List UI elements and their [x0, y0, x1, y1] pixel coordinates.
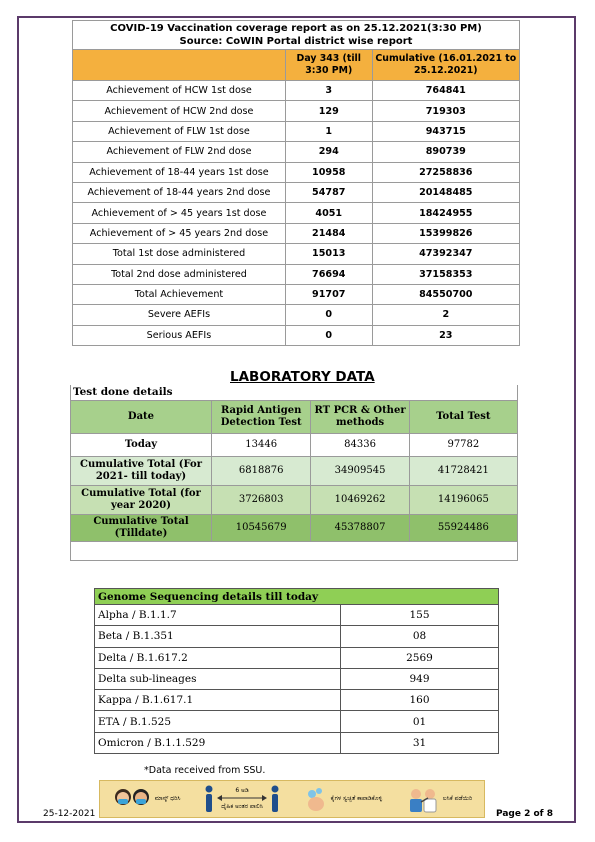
vaccination-row-label: Total Achievement: [73, 284, 286, 304]
banner-mask-segment: [112, 784, 181, 814]
lab-rtpcr-value: 45378807: [311, 515, 409, 542]
vaccination-cumulative-value: 27258836: [372, 162, 519, 182]
genome-variant-count: 949: [341, 668, 499, 689]
handwash-icon: [304, 784, 328, 814]
vaccination-cumulative-value: 23: [372, 325, 519, 345]
header-blank-cell: [73, 50, 286, 81]
vaccination-day-value: 1: [285, 121, 372, 141]
lab-heading: LABORATORY DATA: [230, 369, 375, 385]
vaccination-row-label: Severe AEFIs: [73, 305, 286, 325]
vaccination-source-line: Source: CoWIN Portal district wise report: [179, 36, 413, 47]
vaccination-day-value: 21484: [285, 223, 372, 243]
vaccination-row: [73, 182, 520, 202]
lab-header-rtpcr: RT PCR & Other methods: [311, 401, 409, 434]
vaccination-day-value: 0: [285, 305, 372, 325]
vaccination-row-label: Achievement of HCW 2nd dose: [73, 101, 286, 121]
lab-total-value: 41728421: [409, 457, 517, 486]
vaccination-cumulative-value: 2: [372, 305, 519, 325]
lab-row-cumulative-tilldate: [71, 515, 518, 542]
vaccination-row: [73, 305, 520, 325]
person-icon: [270, 784, 280, 814]
vaccination-row: [73, 244, 520, 264]
genome-variant-label: Kappa / B.1.617.1: [95, 690, 341, 711]
vaccination-cumulative-value: 764841: [372, 81, 519, 101]
lab-header-rat: Rapid Antigen Detection Test: [211, 401, 310, 434]
vaccination-title-row: [73, 21, 520, 50]
lab-rat-value: 6818876: [211, 457, 310, 486]
footer-date: 25-12-2021: [43, 809, 96, 819]
vaccination-cumulative-value: 20148485: [372, 182, 519, 202]
genome-variant-count: 08: [341, 626, 499, 647]
vaccination-row-label: Serious AEFIs: [73, 325, 286, 345]
covid-awareness-banner: [99, 780, 485, 818]
vaccination-row: [73, 203, 520, 223]
genome-variant-count: 155: [341, 605, 499, 626]
genome-row: [95, 605, 499, 626]
banner-mask-text: ಮಾಸ್ಕ್ ಧರಿಸಿ: [154, 795, 181, 802]
vaccination-row-label: Achievement of HCW 1st dose: [73, 81, 286, 101]
genome-variant-count: 160: [341, 690, 499, 711]
vaccination-table: [72, 20, 520, 346]
vaccination-day-value: 3: [285, 81, 372, 101]
vaccination-cumulative-value: 15399826: [372, 223, 519, 243]
lab-header-row: [71, 401, 518, 434]
lab-row-cumulative-2020: [71, 486, 518, 515]
lab-row-today: [71, 434, 518, 457]
banner-distance-segment: [204, 784, 280, 814]
lab-table: [70, 400, 518, 542]
genome-row: [95, 668, 499, 689]
header-day: Day 343 (till 3:30 PM): [285, 50, 372, 81]
genome-row: [95, 647, 499, 668]
vaccination-title-line1: COVID-19 Vaccination coverage report as on 25.12.2021(3:30 PM): [110, 23, 482, 34]
lab-row-label: Cumulative Total (For 2021- till today): [71, 457, 212, 486]
genome-variant-count: 01: [341, 711, 499, 732]
banner-vaccine-segment: [406, 784, 472, 814]
lab-row-cumulative-2021: [71, 457, 518, 486]
vaccination-row: [73, 325, 520, 345]
vaccination-row-label: Total 2nd dose administered: [73, 264, 286, 284]
genome-variant-label: Delta sub-lineages: [95, 668, 341, 689]
banner-handwash-segment: [304, 784, 383, 814]
lab-total-value: 97782: [409, 434, 517, 457]
header-cumulative: Cumulative (16.01.2021 to 25.12.2021): [372, 50, 519, 81]
genome-variant-label: ETA / B.1.525: [95, 711, 341, 732]
vaccination-cumulative-value: 719303: [372, 101, 519, 121]
vaccination-header-row: [73, 50, 520, 81]
banner-distance-text: ದೈಹಿಕ ಅಂತರ ಪಾಲಿಸಿ: [221, 803, 263, 810]
genome-heading: Genome Sequencing details till today: [95, 589, 499, 605]
vaccination-day-value: 15013: [285, 244, 372, 264]
vaccination-row-label: Total 1st dose administered: [73, 244, 286, 264]
genome-row: [95, 711, 499, 732]
lab-row-label: Today: [71, 434, 212, 457]
genome-row: [95, 732, 499, 753]
person-icon: [204, 784, 214, 814]
vaccination-title: [73, 21, 520, 50]
genome-header-row: [95, 589, 499, 605]
vaccination-row: [73, 142, 520, 162]
lab-header-total: Total Test: [409, 401, 517, 434]
genome-variant-label: Beta / B.1.351: [95, 626, 341, 647]
genome-variant-count: 2569: [341, 647, 499, 668]
lab-total-value: 55924486: [409, 515, 517, 542]
banner-distance-label: 6 ಅಡಿ: [235, 787, 249, 794]
lab-row-label: Cumulative Total (for year 2020): [71, 486, 212, 515]
genome-table: [94, 588, 499, 754]
lab-total-value: 14196065: [409, 486, 517, 515]
vaccination-row-label: Achievement of FLW 1st dose: [73, 121, 286, 141]
lab-rat-value: 3726803: [211, 486, 310, 515]
banner-handwash-text: ಕೈಗಳ ಸ್ವಚ್ಛತೆ ಕಾಪಾಡಿಕೊಳ್ಳಿ: [330, 795, 383, 802]
genome-variant-count: 31: [341, 732, 499, 753]
vaccination-row: [73, 81, 520, 101]
mask-people-icon: [112, 784, 152, 814]
double-arrow-icon: [217, 795, 267, 801]
vaccination-cumulative-value: 18424955: [372, 203, 519, 223]
vaccination-day-value: 0: [285, 325, 372, 345]
vaccination-day-value: 129: [285, 101, 372, 121]
vaccination-row-label: Achievement of 18-44 years 2nd dose: [73, 182, 286, 202]
vaccination-day-value: 91707: [285, 284, 372, 304]
lab-row-label: Cumulative Total (Tilldate): [71, 515, 212, 542]
vaccination-cumulative-value: 943715: [372, 121, 519, 141]
genome-row: [95, 690, 499, 711]
vaccination-row: [73, 101, 520, 121]
vaccination-day-value: 4051: [285, 203, 372, 223]
vaccination-row: [73, 264, 520, 284]
lab-rat-value: 10545679: [211, 515, 310, 542]
lab-rat-value: 13446: [211, 434, 310, 457]
page-number: Page 2 of 8: [496, 809, 553, 819]
vaccination-day-value: 10958: [285, 162, 372, 182]
vaccination-row: [73, 162, 520, 182]
genome-row: [95, 626, 499, 647]
genome-variant-label: Omicron / B.1.1.529: [95, 732, 341, 753]
lab-rtpcr-value: 34909545: [311, 457, 409, 486]
lab-rtpcr-value: 84336: [311, 434, 409, 457]
lab-rtpcr-value: 10469262: [311, 486, 409, 515]
data-source-note: *Data received from SSU.: [144, 765, 266, 776]
vaccination-row-label: Achievement of 18-44 years 1st dose: [73, 162, 286, 182]
vaccination-day-value: 294: [285, 142, 372, 162]
genome-variant-label: Delta / B.1.617.2: [95, 647, 341, 668]
vaccination-row-label: Achievement of FLW 2nd dose: [73, 142, 286, 162]
vaccination-day-value: 76694: [285, 264, 372, 284]
vaccination-row: [73, 121, 520, 141]
vaccination-day-value: 54787: [285, 182, 372, 202]
vaccination-row-label: Achievement of > 45 years 2nd dose: [73, 223, 286, 243]
vaccination-cumulative-value: 890739: [372, 142, 519, 162]
vaccination-row-label: Achievement of > 45 years 1st dose: [73, 203, 286, 223]
lab-header-date: Date: [71, 401, 212, 434]
banner-vaccine-text: ಲಸಿಕೆ ಪಡೆಯಿರಿ: [442, 795, 473, 802]
vaccination-row: [73, 284, 520, 304]
genome-variant-label: Alpha / B.1.1.7: [95, 605, 341, 626]
vaccination-cumulative-value: 37158353: [372, 264, 519, 284]
lab-caption: Test done details: [73, 386, 173, 398]
vaccination-row: [73, 223, 520, 243]
vaccination-icon: [406, 784, 440, 814]
vaccination-cumulative-value: 47392347: [372, 244, 519, 264]
vaccination-cumulative-value: 84550700: [372, 284, 519, 304]
